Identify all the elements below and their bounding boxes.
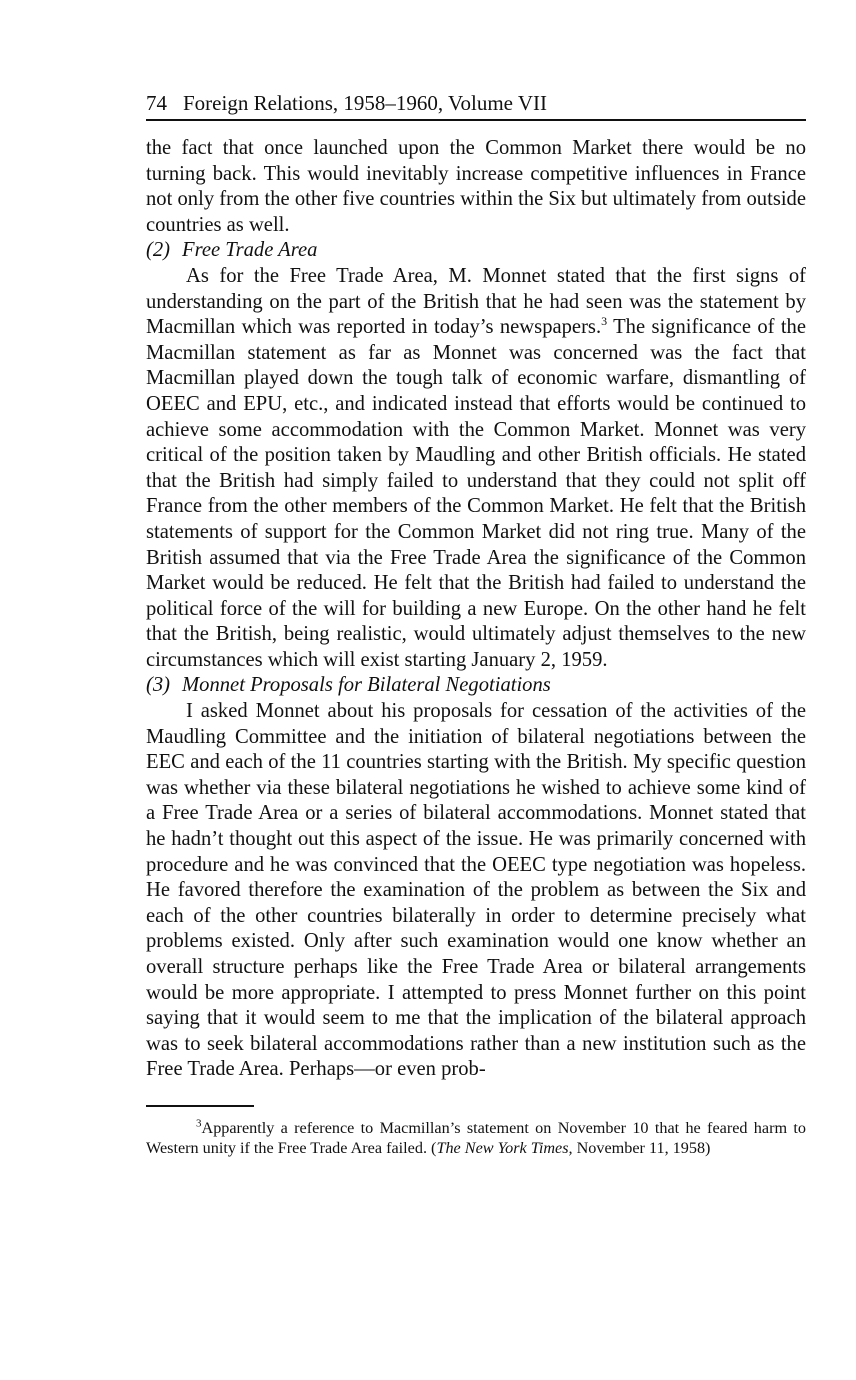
paragraph-continued: the fact that once launched upon the Common Market there would be no turning back. This would inevitably increase competitive influences in France not only from the other five countries within the Six but ultimately from outside countries as well. bbox=[146, 137, 806, 236]
footnote-body-end: November 11, 1958) bbox=[572, 1138, 711, 1157]
section-heading-free-trade-area bbox=[146, 238, 806, 264]
section-number: (2) bbox=[146, 239, 171, 262]
footnote-body: Apparently a reference to Macmillan’s statement on November 10 that he feared harm to Western unity if the Free Trade Area failed. ( bbox=[146, 1118, 806, 1157]
paragraph-text: The significance of the Macmillan statement as far as Monnet was concerned was the fact that Macmillan played down the tough talk of economic warfare, dismantling of OEEC and EPU, etc., and indicated instead that efforts would be continued to achieve some accommodation with the Common Market. Monnet was very critical of the position taken by Maudling and other British officials. He stated that the British had simply failed to understand that they could not split off France from the other members of the Common Market. He felt that the British statements of support for the Common Market did not ring true. Many of the British assumed that via the Free Trade Area the significance of the Common Market would be reduced. He felt that the British had failed to understand the political force of the will for building a new Europe. On the other hand he felt that the British, being realistic, would ultimately adjust themselves to the new circumstances which will exist starting January 2, 1959. bbox=[146, 316, 806, 671]
body-text bbox=[146, 136, 806, 1083]
section-title: Free Trade Area bbox=[182, 239, 318, 262]
section-number: (3) bbox=[146, 674, 171, 697]
section-heading-bilateral-negotiations bbox=[146, 673, 806, 699]
running-head bbox=[146, 88, 806, 121]
paragraph-free-trade-area bbox=[146, 264, 806, 674]
section-title: Monnet Proposals for Bilateral Negotiations bbox=[182, 674, 551, 697]
footnote-divider bbox=[146, 1105, 254, 1107]
document-page bbox=[146, 88, 806, 1158]
footnote-marker: 3 bbox=[196, 1117, 202, 1130]
page-number: 74 bbox=[146, 91, 167, 115]
paragraph-text: As for the Free Trade Area, M. Monnet stated that the first signs of understanding on the part of the British that he had seen was the statement by Macmillan which was reported in today’s newspapers. bbox=[146, 264, 806, 339]
footnote-source: The New York Times, bbox=[436, 1138, 573, 1157]
footnote bbox=[146, 1119, 806, 1158]
volume-title: Foreign Relations, 1958–1960, Volume VII bbox=[183, 91, 547, 115]
paragraph-bilateral-negotiations: I asked Monnet about his proposals for cessation of the activities of the Maudling Committee and the initiation of bilateral negotiations between the EEC and each of the 11 countries starting with the British. My specific question was whether via these bilateral negotiations he wished to achieve some kind of a Free Trade Area or a series of bilateral accommodations. Monnet stated that he hadn’t thought out this aspect of the issue. He was primarily concerned with procedure and he was convinced that the OEEC type negotiation was hopeless. He favored therefore the examination of the problem as between the Six and each of the other countries bilaterally in order to determine precisely what problems existed. Only after such examination would one know whether an overall structure perhaps like the Free Trade Area or bilateral arrangements would be more appropriate. I attempted to press Monnet further on this point saying that it would seem to me that the implication of the bilateral approach was to seek bilateral accommodations rather than a new institution such as the Free Trade Area. Perhaps—or even prob- bbox=[146, 700, 806, 1081]
footnote-reference[interactable]: 3 bbox=[601, 314, 608, 329]
footnote-text bbox=[146, 1119, 806, 1158]
